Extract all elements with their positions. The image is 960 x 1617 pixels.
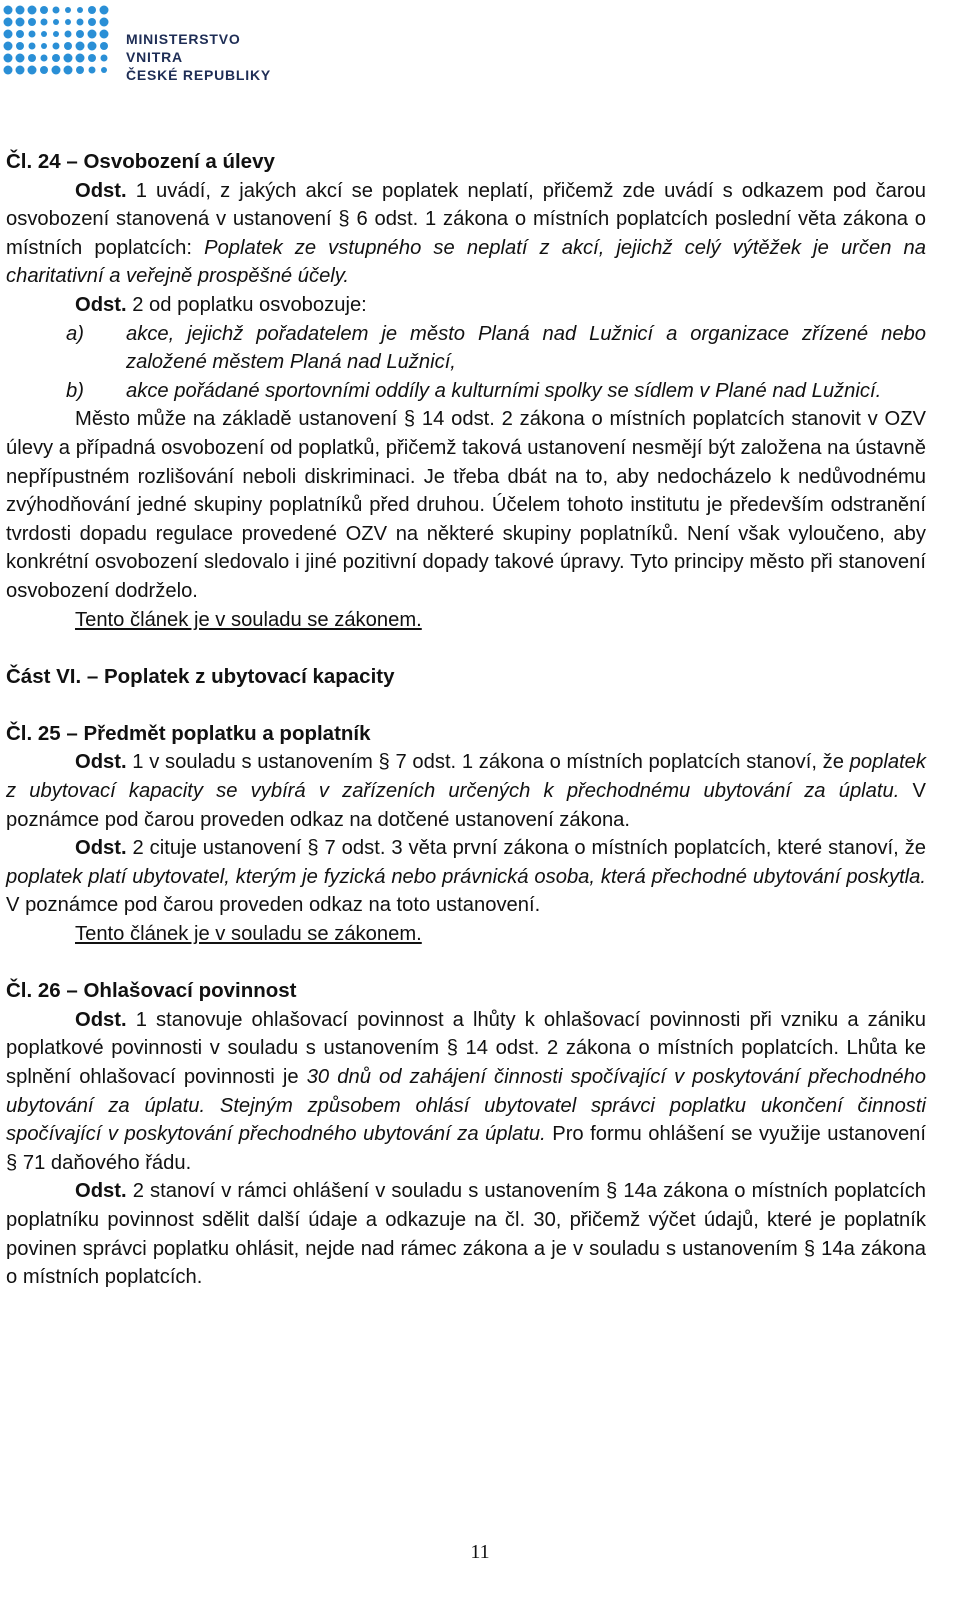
article-25-paragraph-1 [6, 748, 926, 834]
paragraph-number: 1 [135, 179, 147, 202]
list-item-label: b) [66, 379, 84, 402]
list-item [6, 320, 926, 377]
article-24-conclusion [6, 606, 926, 635]
part-6-title: Část VI. – Poplatek z ubytovací kapacity [6, 664, 395, 688]
article-24-paragraph-3: Město může na základě ustanovení § 14 odst. 2 zákona o místních poplatcích stanovit v OZV úlevy a případná osvobození od poplatků, přičemž taková ustanovení nesmějí být založena na ústavně nepřípustném rozlišování neboli diskriminaci. Je třeba dbát na to, aby nedocházelo k nedůvodnému zvýhodňování jedné skupiny poplatníků před druhou. Účelem tohoto institutu je především odstranění tvrdosti dopadu regulace provedené OZV na některé skupiny poplatníků. Není však vyloučeno, aby konkrétní osvobození sledovalo i jiné pozitivní dopady takové úpravy. Tyto principy město při stanovení osvobození dodrželo. [6, 408, 926, 602]
paragraph-tail: V poznámce pod čarou proveden odkaz na dotčené ustanovení zákona. [6, 780, 926, 831]
article-24-title: Čl. 24 – Osvobození a úlevy [6, 150, 275, 173]
paragraph-text: v souladu s ustanovením § 7 odst. 1 zákona o místních poplatcích stanoví, že [149, 751, 844, 774]
ministry-logo [0, 0, 300, 82]
paragraph-label: Odst. [75, 293, 127, 316]
paragraph-text: stanovuje ohlašovací povinnost a lhůty k ohlašovací povinnosti při vzniku a zániku poplatkové povinnosti v souladu s ustanovením § 14 odst. 2 zákona o místních poplatcích. Lhůta ke splnění ohlašovací povinnosti je [6, 1008, 926, 1088]
paragraph-label: Odst. [75, 1008, 127, 1031]
conclusion-text: Tento článek je v souladu se zákonem. [75, 923, 422, 946]
paragraph-label: Odst. [75, 751, 127, 774]
conclusion-text: Tento článek je v souladu se zákonem. [75, 608, 422, 631]
article-26-title: Čl. 26 – Ohlašovací povinnost [6, 979, 297, 1003]
paragraph-text: cituje ustanovení § 7 odst. 3 věta první zákona o místních poplatcích, které stanoví, že [149, 837, 927, 860]
logo-dots-icon [0, 0, 120, 82]
paragraph-text: uvádí, z jakých akcí se poplatek neplatí, přičemž zde uvádí s odkazem pod čarou osvobození stanovená v ustanovení § 6 odst. 1 zákona o místních poplatcích poslední věta zákona o místních poplatcích: [6, 179, 927, 259]
paragraph-label: Odst. [75, 1180, 127, 1203]
logo-line-1: MINISTERSTVO VNITRA [126, 31, 241, 65]
statute-quote: poplatek platí ubytovatel, kterým je fyzická nebo právnická osoba, která přechodné ubytování poskytla. [6, 865, 926, 888]
list-item [6, 377, 926, 406]
paragraph-tail: Pro formu ohlášení se využije ustanovení § 71 daňového řádu. [6, 1123, 927, 1174]
statute-quote: Poplatek ze vstupného se neplatí z akcí, jejichž celý výtěžek je určen na charitativní a veřejně prospěšné účely. [6, 236, 927, 288]
paragraph-text: stanoví v rámci ohlášení v souladu s ustanovením § 14a zákona o místních poplatcích poplatníku povinnost sdělit další údaje a odkazuje na čl. 30, přičemž výčet údajů, které je poplatník povinen správci poplatku ohlásit, nejde nad rámec zákona a je v souladu s ustanovením § 14a zákona o místních poplatcích. [6, 1180, 927, 1289]
paragraph-number: 2 [132, 837, 144, 860]
paragraph-number: 1 [132, 751, 144, 774]
list-item-label: a) [66, 322, 84, 345]
paragraph-number: 2 [132, 1180, 144, 1203]
paragraph-label: Odst. [75, 837, 127, 860]
article-24-paragraph-2 [6, 291, 926, 320]
paragraph-number: 2 [132, 293, 144, 316]
article-25-conclusion [6, 920, 926, 949]
logo-line-2: ČESKÉ REPUBLIKY [126, 67, 272, 83]
paragraph-label: Odst. [75, 179, 127, 202]
list-item-text: akce, jejichž pořadatelem je město Planá nad Lužnicí a organizace zřízené nebo založené městem Planá nad Lužnicí, [126, 322, 926, 374]
logo-text [126, 30, 300, 84]
list-item-text: akce pořádané sportovními oddíly a kulturními spolky se sídlem v Plané nad Lužnicí. [126, 379, 882, 402]
statute-quote: 30 dnů od zahájení činnosti spočívající v poskytování přechodného ubytování za úplatu. Stejným způsobem ohlásí ubytovatel správci poplatku ukončení činnosti spočívající v poskytování přechodného ubytování za úplatu. [6, 1066, 926, 1146]
statute-quote: poplatek z ubytovací kapacity se vybírá v zařízeních určených k přechodnému ubytování za úplatu. [6, 751, 926, 803]
document-body [6, 148, 926, 1292]
article-25-paragraph-2 [6, 834, 926, 920]
article-26-paragraph-2 [6, 1177, 926, 1291]
paragraph-number: 1 [135, 1008, 147, 1031]
page-number: 11 [470, 1541, 490, 1563]
article-26-paragraph-1 [6, 1006, 926, 1178]
article-24-paragraph-1 [6, 177, 926, 291]
article-25-title: Čl. 25 – Předmět poplatku a poplatník [6, 721, 371, 745]
paragraph-tail: V poznámce pod čarou proveden odkaz na toto ustanovení. [6, 894, 541, 917]
paragraph-text: od poplatku osvobozuje: [149, 293, 367, 316]
